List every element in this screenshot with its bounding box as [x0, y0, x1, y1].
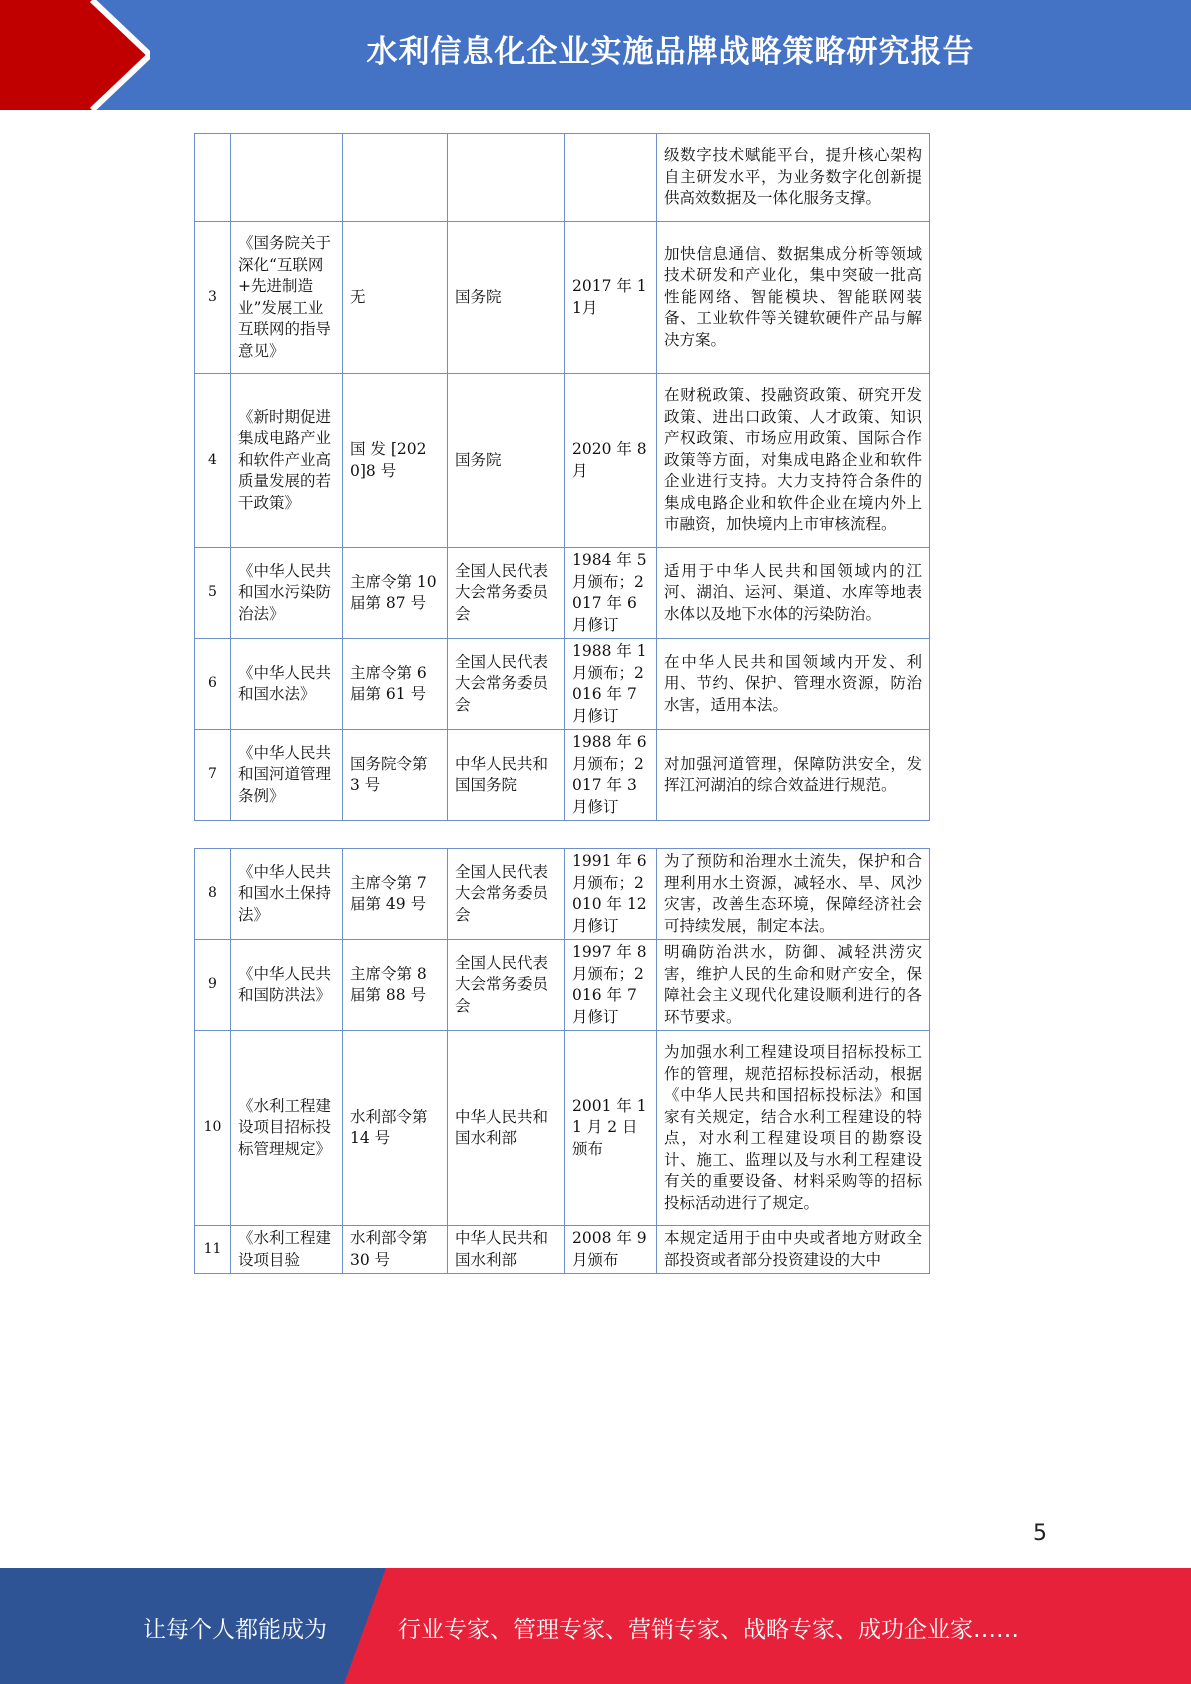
table-row [195, 730, 930, 821]
row-number: 3 [195, 222, 231, 374]
row-number: 4 [195, 374, 231, 548]
table-row [195, 639, 930, 730]
row-number: 7 [195, 730, 231, 821]
regulation-description: 为加强水利工程建设项目招标投标工作的管理，规范招标投标活动，根据《中华人民共和国招标投标法》和国家有关规定，结合水利工程建设的特点，对水利工程建设项目的勘察设计、施工、监理以及与水利工程建设有关的重要设备、材料采购等的招标投标活动进行了规定。 [657, 1031, 930, 1226]
regulation-description: 在财税政策、投融资政策、研究开发政策、进出口政策、人才政策、知识产权政策、市场应用政策、国际合作政策等方面，对集成电路企业和软件企业进行支持。大力支持符合条件的集成电路企业和软件企业在境内外上市融资，加快境内上市审核流程。 [657, 374, 930, 548]
issue-date: 2008 年 9 月颁布 [565, 1226, 657, 1274]
document-number: 国务院令第 3 号 [343, 730, 448, 821]
regulation-description: 级数字技术赋能平台，提升核心架构自主研发水平，为业务数字化创新提供高效数据及一体化服务支撑。 [657, 134, 930, 222]
regulation-description: 本规定适用于由中央或者地方财政全部投资或者部分投资建设的大中 [657, 1226, 930, 1274]
regulation-name: 《水利工程建设项目验 [231, 1226, 343, 1274]
issuing-authority [448, 134, 565, 222]
row-number: 11 [195, 1226, 231, 1274]
regulation-description: 明确防治洪水，防御、减轻洪涝灾害，维护人民的生命和财产安全，保障社会主义现代化建设顺利进行的各环节要求。 [657, 940, 930, 1031]
regulation-description: 为了预防和治理水土流失，保护和合理利用水土资源，减轻水、旱、风沙灾害，改善生态环境，保障经济社会可持续发展，制定本法。 [657, 849, 930, 940]
document-number: 国 发 [2020]8 号 [343, 374, 448, 548]
regulation-name: 《中华人民共和国防洪法》 [231, 940, 343, 1031]
footer-banner [0, 1568, 1191, 1684]
page-title: 水利信息化企业实施品牌战略策略研究报告 [366, 34, 975, 70]
table-row [195, 548, 930, 639]
regulation-name: 《水利工程建设项目招标投标管理规定》 [231, 1031, 343, 1226]
issuing-authority: 全国人民代表大会常务委员会 [448, 639, 565, 730]
row-number: 5 [195, 548, 231, 639]
issue-date: 1984 年 5 月颁布；2017 年 6 月修订 [565, 548, 657, 639]
footer-slogan-right: 行业专家、管理专家、营销专家、战略专家、成功企业家…… [398, 1617, 1019, 1643]
header-red-chevron [0, 0, 150, 110]
regulation-name: 《中华人民共和国水污染防治法》 [231, 548, 343, 639]
row-number: 6 [195, 639, 231, 730]
regulation-description: 加快信息通信、数据集成分析等领域技术研发和产业化，集中突破一批高性能网络、智能模块、智能联网装备、工业软件等关键软硬件产品与解决方案。 [657, 222, 930, 374]
issuing-authority: 全国人民代表大会常务委员会 [448, 940, 565, 1031]
table-row [195, 849, 930, 940]
regulation-name: 《中华人民共和国水土保持法》 [231, 849, 343, 940]
regulation-table-part-1 [194, 133, 930, 821]
row-number [195, 134, 231, 222]
document-number: 主席令第 10 届第 87 号 [343, 548, 448, 639]
issuing-authority: 中华人民共和国水利部 [448, 1031, 565, 1226]
table-row [195, 1226, 930, 1274]
regulation-name [231, 134, 343, 222]
issue-date [565, 134, 657, 222]
regulation-table-part-2 [194, 848, 930, 1274]
document-number [343, 134, 448, 222]
document-number: 主席令第 6 届第 61 号 [343, 639, 448, 730]
issuing-authority: 中华人民共和国水利部 [448, 1226, 565, 1274]
regulation-name: 《中华人民共和国河道管理条例》 [231, 730, 343, 821]
issuing-authority: 中华人民共和国国务院 [448, 730, 565, 821]
issue-date: 2001 年 11 月 2 日颁布 [565, 1031, 657, 1226]
document-number: 无 [343, 222, 448, 374]
issuing-authority: 全国人民代表大会常务委员会 [448, 548, 565, 639]
header-banner [0, 0, 1191, 110]
issue-date: 1988 年 1 月颁布；2016 年 7 月修订 [565, 639, 657, 730]
regulation-name: 《新时期促进集成电路产业和软件产业高质量发展的若干政策》 [231, 374, 343, 548]
table-row [195, 222, 930, 374]
document-number: 水利部令第 30 号 [343, 1226, 448, 1274]
regulation-name: 《中华人民共和国水法》 [231, 639, 343, 730]
regulation-description: 适用于中华人民共和国领域内的江河、湖泊、运河、渠道、水库等地表水体以及地下水体的污染防治。 [657, 548, 930, 639]
table-row [195, 134, 930, 222]
document-number: 水利部令第 14 号 [343, 1031, 448, 1226]
table-row [195, 940, 930, 1031]
issue-date: 1991 年 6 月颁布；2010 年 12 月修订 [565, 849, 657, 940]
regulation-description: 对加强河道管理，保障防洪安全，发挥江河湖泊的综合效益进行规范。 [657, 730, 930, 821]
issuing-authority: 国务院 [448, 374, 565, 548]
issue-date: 2020 年 8 月 [565, 374, 657, 548]
table-row [195, 1031, 930, 1226]
document-number: 主席令第 7 届第 49 号 [343, 849, 448, 940]
row-number: 9 [195, 940, 231, 1031]
footer-slogan-left: 让每个人都能成为 [143, 1617, 327, 1643]
document-number: 主席令第 8 届第 88 号 [343, 940, 448, 1031]
issue-date: 1988 年 6 月颁布；2017 年 3 月修订 [565, 730, 657, 821]
issue-date: 2017 年 11月 [565, 222, 657, 374]
row-number: 10 [195, 1031, 231, 1226]
row-number: 8 [195, 849, 231, 940]
issuing-authority: 全国人民代表大会常务委员会 [448, 849, 565, 940]
issuing-authority: 国务院 [448, 222, 565, 374]
regulation-description: 在中华人民共和国领域内开发、利用、节约、保护、管理水资源，防治水害，适用本法。 [657, 639, 930, 730]
table-row [195, 374, 930, 548]
page-number: 5 [1033, 1521, 1047, 1546]
regulation-name: 《国务院关于深化“互联网+先进制造业”发展工业互联网的指导意见》 [231, 222, 343, 374]
issue-date: 1997 年 8 月颁布；2016 年 7 月修订 [565, 940, 657, 1031]
